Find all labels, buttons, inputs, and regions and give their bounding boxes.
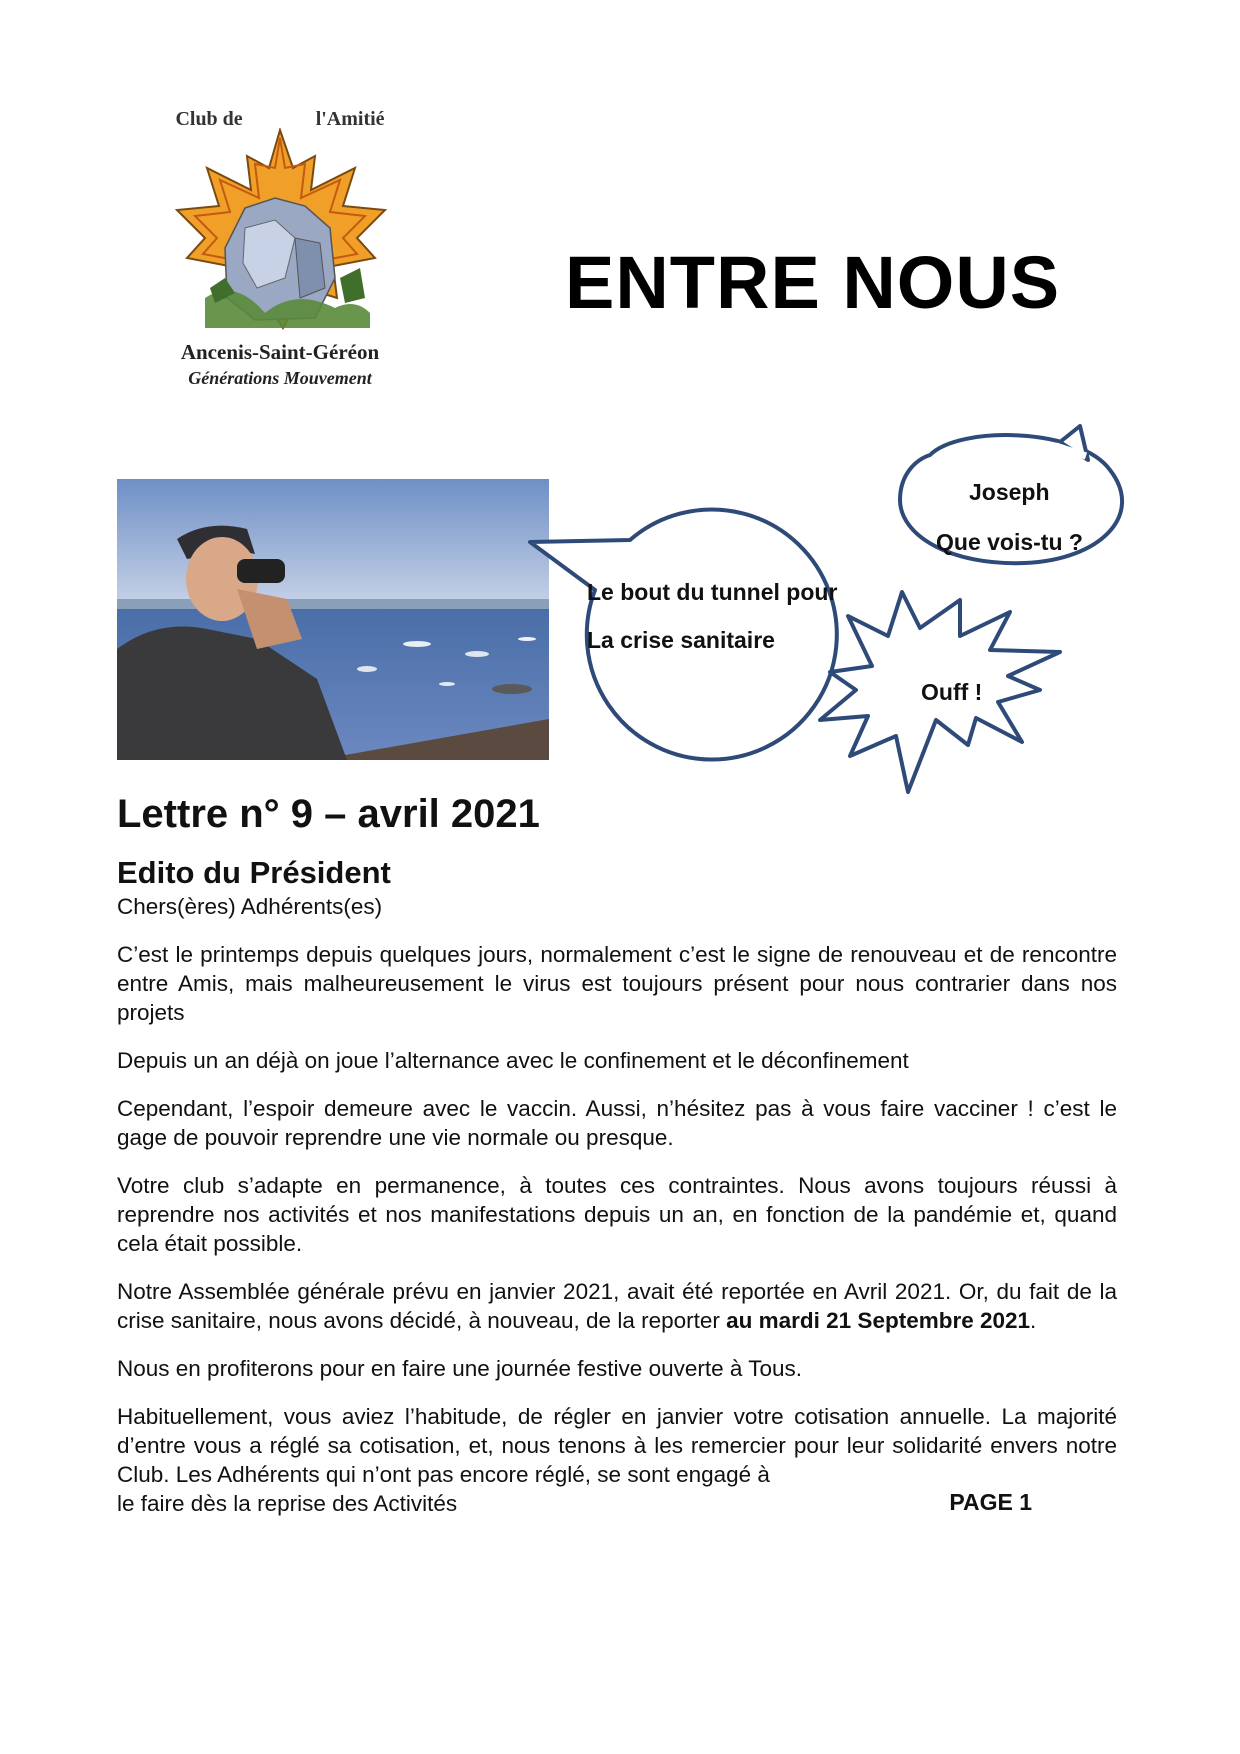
paragraph-spring: C’est le printemps depuis quelques jours, normalement c’est le signe de renouveau et de rencontre entre Amis, mais malheureusement le virus est toujours présent pour nous contrarier dans nos projets bbox=[117, 942, 1117, 1025]
paragraph-vaccine: Cependant, l’espoir demeure avec le vaccin. Aussi, n’hésitez pas à vous faire vacciner ! c’est le gage de pouvoir reprendre une vie normale ou presque. bbox=[117, 1096, 1117, 1150]
paragraph-club-adapts: Votre club s’adapte en permanence, à toutes ces contraintes. Nous avons toujours réussi à reprendre nos activités et nos manifestations depuis un an, en fonction de la pandémie et, quand cela était possible. bbox=[117, 1173, 1117, 1256]
oval-bubble-name: Joseph bbox=[969, 479, 1050, 505]
assembly-date: au mardi 21 Septembre 2021 bbox=[726, 1308, 1031, 1333]
logo-city: Ancenis-Saint-Géréon bbox=[180, 340, 380, 364]
newsletter-title: ENTRE NOUS bbox=[565, 241, 1061, 324]
logo-subtitle: Générations Mouvement bbox=[188, 368, 372, 388]
assembly-text: Notre Assemblée générale prévu en janvier 2021, avait été reportée en Avril 2021. Or, du fait de la crise sanitaire, nous avons décidé, à nouveau, de la reporter bbox=[117, 1279, 1117, 1333]
letter-number-heading: Lettre n° 9 – avril 2021 bbox=[117, 792, 540, 836]
paragraph-cotisation-last-line bbox=[117, 1489, 1117, 1518]
cotisation-last-line: le faire dès la reprise des Activités bbox=[117, 1491, 458, 1516]
greeting: Chers(ères) Adhérents(es) bbox=[117, 894, 383, 919]
binoculars-photo bbox=[117, 479, 549, 760]
oval-bubble-question: Que vois-tu ? bbox=[936, 529, 1083, 555]
paragraph-assembly bbox=[117, 1277, 1117, 1335]
page-number: PAGE 1 bbox=[949, 1489, 1032, 1515]
paragraph-festive-day: Nous en profiterons pour en faire une journée festive ouverte à Tous. bbox=[117, 1356, 803, 1381]
newsletter-body bbox=[117, 790, 1117, 1518]
round-bubble-line1: Le bout du tunnel pour bbox=[587, 579, 838, 605]
paragraph-cotisation: Habituellement, vous aviez l’habitude, de régler en janvier votre cotisation annuelle. La majorité d’entre vous a réglé sa cotisation, et, nous tenons à les remercier pour leur solidarité envers notre Club. Les Adhérents qui n’ont pas encore réglé, se sont engagé à bbox=[117, 1404, 1117, 1487]
edito-heading: Edito du Président bbox=[117, 855, 391, 890]
photo-illustration bbox=[117, 479, 549, 760]
paragraph-alternance: Depuis un an déjà on joue l’alternance avec le confinement et le déconfinement bbox=[117, 1048, 909, 1073]
logo-amitie: l'Amitié bbox=[315, 108, 385, 130]
bubble-shapes bbox=[520, 420, 1140, 800]
assembly-period: . bbox=[1030, 1308, 1037, 1333]
club-logo bbox=[150, 108, 410, 398]
burst-exclamation: Ouff ! bbox=[921, 679, 983, 705]
round-bubble-line2: La crise sanitaire bbox=[587, 627, 775, 653]
maple-leaf-icon bbox=[165, 128, 395, 338]
logo-club-de: Club de bbox=[175, 108, 243, 130]
speech-bubbles bbox=[520, 420, 1140, 800]
